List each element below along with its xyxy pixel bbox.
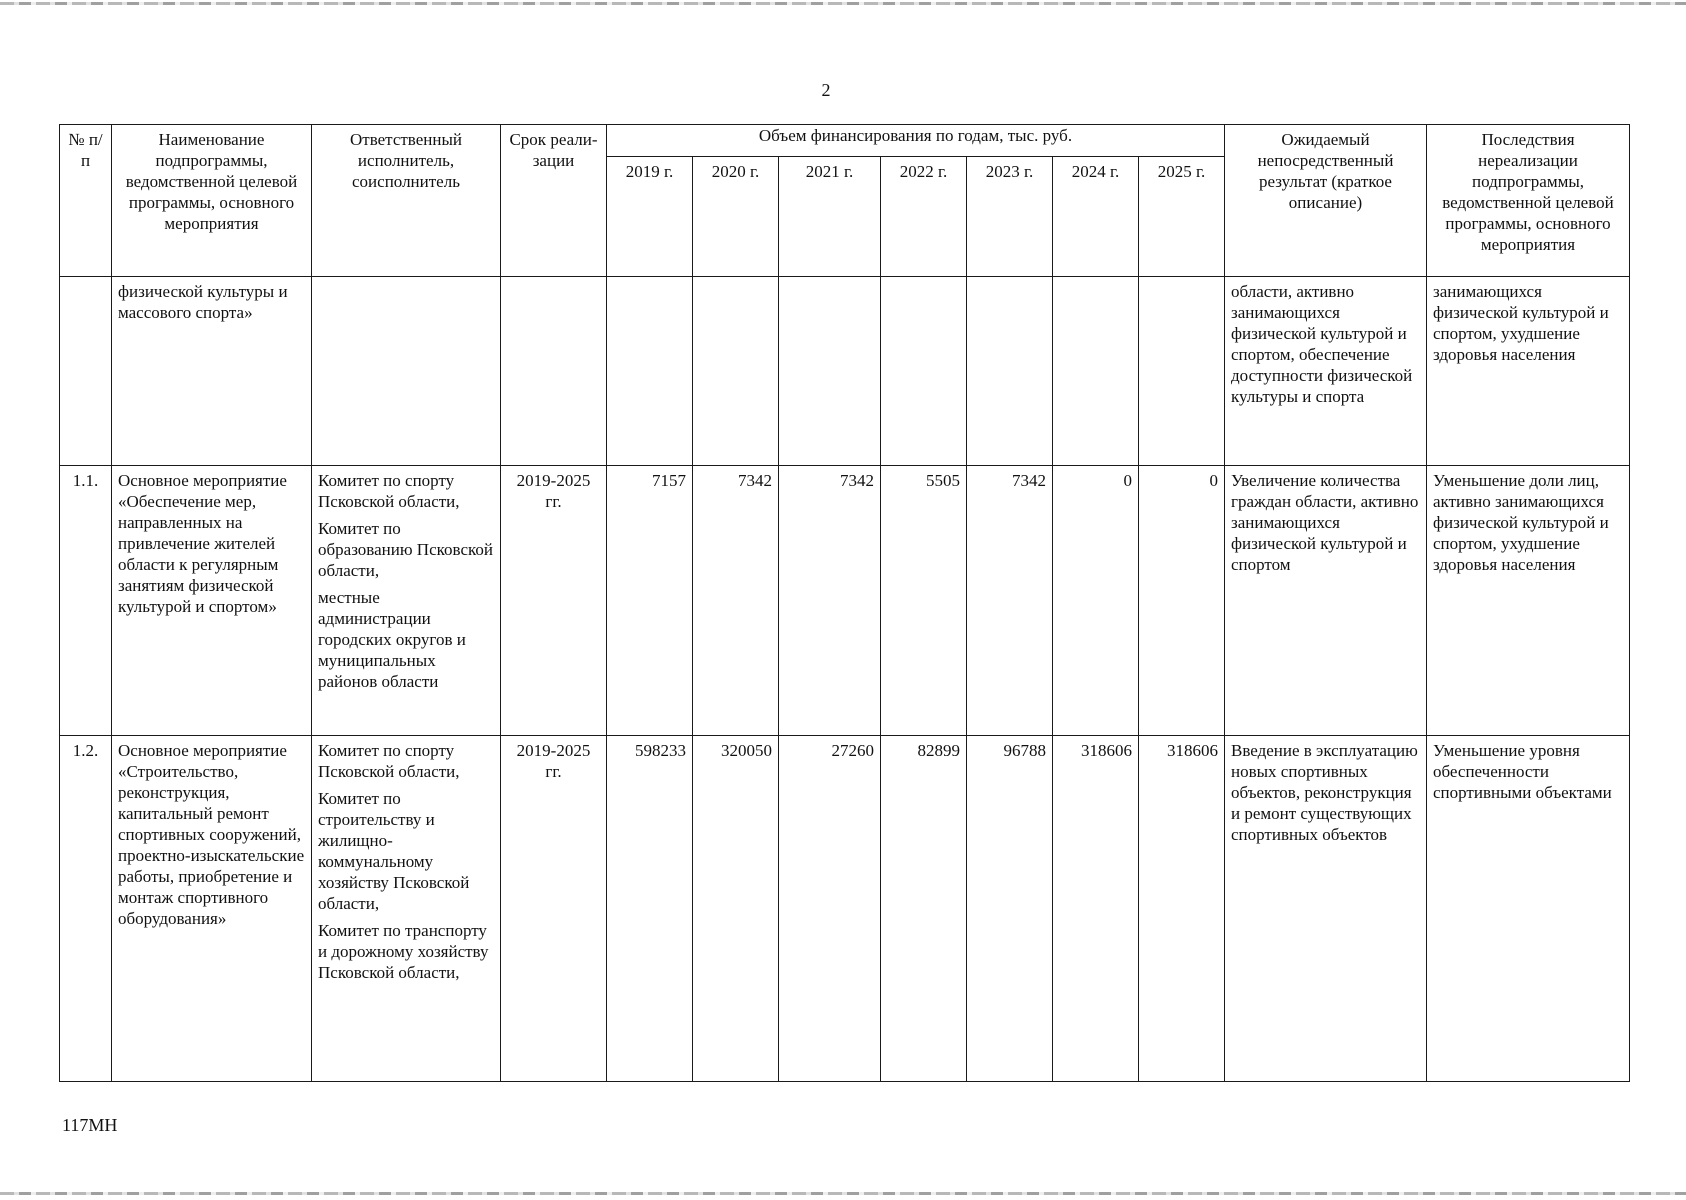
- cell-result: области, активно занимающихся физической культурой и спортом, обеспечение доступности физической культуры и спорта: [1225, 277, 1427, 466]
- header-consequences: Последствия нереализации подпрограммы, ведомственной целевой программы, основного мероприятия: [1427, 125, 1630, 277]
- cell-value: 0: [1139, 466, 1225, 736]
- responsible-entry: Комитет по спорту Псковской области,: [318, 471, 460, 511]
- cell-value: 96788: [967, 736, 1053, 1082]
- cell-value: [779, 277, 881, 466]
- cell-value: 320050: [693, 736, 779, 1082]
- header-year: 2020 г.: [693, 157, 779, 277]
- cell-num: 1.2.: [60, 736, 112, 1082]
- cell-value: 318606: [1053, 736, 1139, 1082]
- scan-edge-bottom: [0, 1192, 1686, 1195]
- cell-result: Введение в эксплуатацию новых спортивных объектов, реконструкция и ремонт существующих спортивных объектов: [1225, 736, 1427, 1082]
- cell-name: Основное мероприятие «Обеспечение мер, направленных на привлечение жителей области к регулярным занятиям физической культурой и спортом»: [112, 466, 312, 736]
- cell-value: 82899: [881, 736, 967, 1082]
- cell-value: [693, 277, 779, 466]
- header-name: Наименование подпрограммы, ведомственной целевой программы, основного мероприятия: [112, 125, 312, 277]
- header-year: 2022 г.: [881, 157, 967, 277]
- scan-edge-top: [0, 2, 1686, 5]
- cell-value: 318606: [1139, 736, 1225, 1082]
- program-table: [59, 124, 1630, 1082]
- cell-value: [1053, 277, 1139, 466]
- cell-name: физической культуры и массового спорта»: [112, 277, 312, 466]
- cell-value: [607, 277, 693, 466]
- cell-responsible: [312, 736, 501, 1082]
- footer-code: 117МН: [62, 1115, 118, 1135]
- header-num: № п/п: [60, 125, 112, 277]
- cell-value: 0: [1053, 466, 1139, 736]
- cell-value: [881, 277, 967, 466]
- cell-value: 5505: [881, 466, 967, 736]
- cell-term: 2019-2025 гг.: [501, 466, 607, 736]
- cell-consequences: занимающихся физической культурой и спортом, ухудшение здоровья населения: [1427, 277, 1630, 466]
- responsible-entry: Комитет по спорту Псковской области,: [318, 741, 460, 781]
- cell-value: 7342: [967, 466, 1053, 736]
- cell-responsible: [312, 466, 501, 736]
- responsible-entry: Комитет по строительству и жилищно-коммунальному хозяйству Псковской области,: [318, 789, 470, 913]
- page-number: 2: [821, 80, 831, 100]
- cell-term: 2019-2025 гг.: [501, 736, 607, 1082]
- header-year: 2021 г.: [779, 157, 881, 277]
- cell-num: [60, 277, 112, 466]
- cell-result: Увеличение количества граждан области, активно занимающихся физической культурой и спортом: [1225, 466, 1427, 736]
- cell-responsible: [312, 277, 501, 466]
- cell-value: 7342: [693, 466, 779, 736]
- responsible-entry: Комитет по транспорту и дорожному хозяйству Псковской области,: [318, 921, 489, 982]
- cell-value: 27260: [779, 736, 881, 1082]
- cell-name: Основное мероприятие «Строительство, реконструкция, капитальный ремонт спортивных сооружений, проектно-изыскательские работы, приобретение и монтаж спортивного оборудования»: [112, 736, 312, 1082]
- header-year: 2025 г.: [1139, 157, 1225, 277]
- cell-consequences: Уменьшение доли лиц, активно занимающихся физической культурой и спортом, ухудшение здоровья населения: [1427, 466, 1630, 736]
- cell-num: 1.1.: [60, 466, 112, 736]
- cell-value: [1139, 277, 1225, 466]
- header-result: Ожидаемый непосредственный результат (краткое описание): [1225, 125, 1427, 277]
- responsible-entry: Комитет по образованию Псковской области,: [318, 519, 493, 580]
- header-term: Срок реали- зации: [501, 125, 607, 277]
- table-row: [60, 466, 1630, 736]
- responsible-entry: местные администрации городских округов и муниципальных районов области: [318, 588, 466, 691]
- header-year: 2023 г.: [967, 157, 1053, 277]
- cell-value: [967, 277, 1053, 466]
- cell-value: 7157: [607, 466, 693, 736]
- header-year: 2024 г.: [1053, 157, 1139, 277]
- header-year: 2019 г.: [607, 157, 693, 277]
- cell-consequences: Уменьшение уровня обеспеченности спортивными объектами: [1427, 736, 1630, 1082]
- cell-term: [501, 277, 607, 466]
- cell-value: 7342: [779, 466, 881, 736]
- table-row: [60, 736, 1630, 1082]
- table-row-continuation: [60, 277, 1630, 466]
- header-responsible: Ответственный исполнитель, соисполнитель: [312, 125, 501, 277]
- cell-value: 598233: [607, 736, 693, 1082]
- header-funding: Объем финансирования по годам, тыс. руб.: [607, 125, 1225, 157]
